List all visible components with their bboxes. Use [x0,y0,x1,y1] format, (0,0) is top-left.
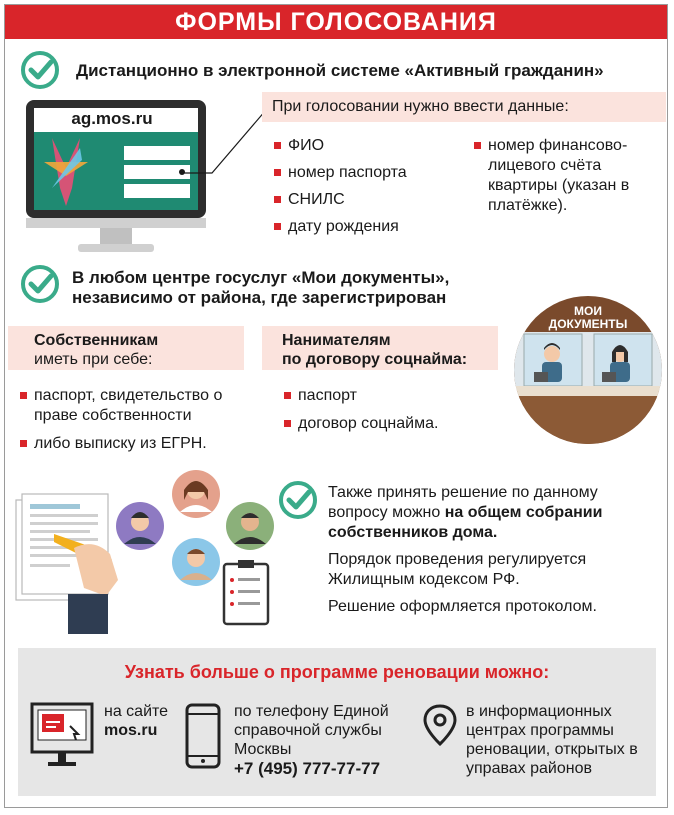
list-item: дату рождения [274,217,464,237]
list-item: либо выписку из ЕГРН. [20,434,250,454]
computer-icon [26,700,102,772]
owners-box [8,326,244,370]
meeting-text-bold: на общем собрании собственников дома. [328,504,603,541]
page-title: ФОРМЫ ГОЛОСОВАНИЯ [175,7,497,36]
meeting-para3: Решение оформляется протоколом. [328,598,597,615]
online-list-left [274,136,464,237]
office-sign: МОИ ДОКУМЕНТЫ [548,304,628,331]
online-heading: Дистанционно в электронной системе «Активный гражданин» [76,61,604,80]
location-pin-icon [420,702,460,750]
meeting-text-plain: Также принять решение по данному вопросу можно [328,484,598,521]
offices-heading [72,268,542,308]
phone-label: по телефону Единой справочной службы Москвы [234,703,389,758]
list-item: паспорт [284,386,494,406]
site-link[interactable]: mos.ru [104,722,158,739]
owners-subtitle: иметь при себе: [34,351,153,368]
list-item: ФИО [274,136,464,156]
list-item: номер паспорта [274,163,464,183]
list-item: номер финансово-лицевого счёта квартиры (указан в платёжке). [474,136,668,216]
phone-number[interactable]: +7 (495) 777-77-77 [234,759,381,778]
phone-info [234,702,418,778]
offices-heading-line1: В любом центре госуслуг «Мои документы», [72,268,450,287]
list-item: паспорт, свидетельство о праве собственности [20,386,250,426]
meeting-illustration [14,468,276,636]
title-bar [5,5,667,39]
tenants-title-line2: по договору соцнайма: [282,351,468,368]
pointer-line [180,108,270,178]
phone-icon [184,702,222,770]
site-info [104,702,188,740]
meeting-text [328,483,652,543]
tenants-list [284,386,494,434]
centers-info: в информационных центрах программы реновации, открытых в управах районов [466,703,638,777]
tenants-box [262,326,498,370]
check-circle-icon [20,264,60,304]
site-label: на сайте [104,703,169,720]
list-item: СНИЛС [274,190,464,210]
owners-title: Собственникам [34,332,159,349]
meeting-para2: Порядок проведения регулируется Жилищным кодексом РФ. [328,551,587,588]
data-label: При голосовании нужно ввести данные: [272,98,569,115]
more-info-title: Узнать больше о программе реновации можно: [124,662,550,682]
list-item: договор соцнайма. [284,414,494,434]
data-label-box [262,92,666,122]
site-address: ag.mos.ru [71,109,153,128]
owners-list [20,386,250,454]
tenants-title-line1: Нанимателям [282,332,391,349]
offices-heading-line2: независимо от района, где зарегистрирован [72,288,447,307]
check-circle-icon [20,50,60,90]
check-circle-icon [278,480,318,520]
